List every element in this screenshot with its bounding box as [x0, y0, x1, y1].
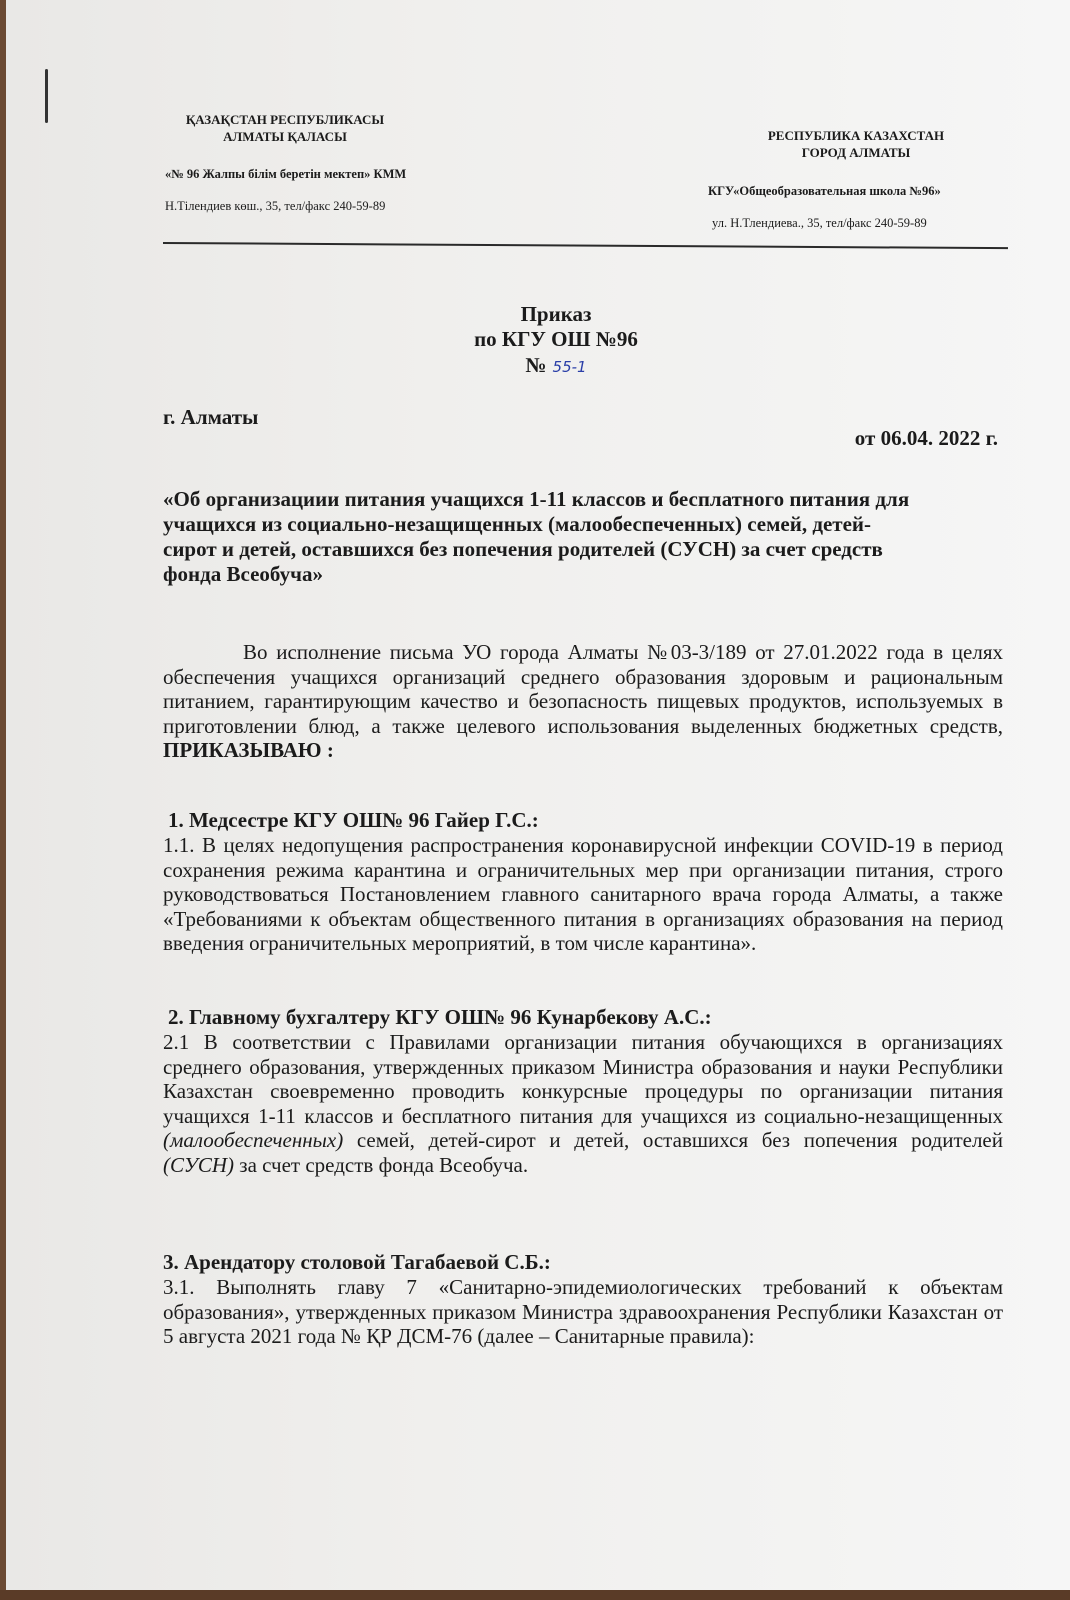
letterhead-right-city: ГОРОД АЛМАТЫ	[801, 145, 911, 160]
intro-paragraph	[163, 640, 1003, 763]
section-1-paragraph: 1.1. В целях недопущения распространения коронавирусной инфекции COVID-19 в период сохранения режима карантина и ограничительных мер при организации питания, строго руководствоваться Постановлением главного санитарного врача города Алматы, а также «Требованиями к объектам общественного питания в организациях образования на период введения ограничительных мероприятий, в том числе карантина».	[163, 833, 1003, 955]
section-2-text-a: 2.1 В соответствии с Правилами организации питания обучающихся в организациях среднего образования, утвержденных приказом Министра образования и науки Республики Казахстан своевременно проводить конкурсные процедуры по организации питания учащихся 1-11 классов и бесплатного питания для учащихся из социально-незащищенных	[163, 1030, 1003, 1128]
staple	[45, 69, 48, 123]
letterhead-right-org: КГУ«Общеобразовательная школа №96»	[708, 184, 941, 198]
letterhead-divider	[163, 242, 1008, 249]
letterhead-left-country: ҚАЗАҚСТАН РЕСПУБЛИКАСЫ	[185, 112, 385, 127]
section-2-heading: 2. Главному бухгалтеру КГУ ОШ№ 96 Кунарбекову А.С.:	[168, 1005, 712, 1029]
document-number	[406, 353, 706, 380]
section-2-text-b: семей, детей-сирот и детей, оставшихся без попечения родителей	[343, 1128, 1003, 1152]
place: г. Алматы	[163, 405, 259, 429]
document-subtitle: по КГУ ОШ №96	[474, 327, 638, 351]
number-label: №	[525, 353, 547, 377]
order-word: ПРИКАЗЫВАЮ :	[163, 738, 334, 762]
letterhead-left-address: Н.Тілендиев көш., 35, тел/факс 240-59-89	[165, 199, 386, 213]
order-subject: «Об организациии питания учащихся 1-11 классов и бесплатного питания для учащихся из социально-незащищенных (малообеспеченных) семей, детей-сирот и детей, оставшихся без попечения родителей (СУСН) за счет средств фонда Всеобуча»	[163, 487, 910, 586]
section-1-heading: 1. Медсестре КГУ ОШ№ 96 Гайер Г.С.:	[168, 808, 539, 832]
letterhead-left-org: «№ 96 Жалпы білім беретін мектеп» КММ	[165, 167, 407, 181]
handwritten-number: 55-1	[552, 358, 587, 376]
section-3-paragraph: 3.1. Выполнять главу 7 «Санитарно-эпидемиологических требований к объектам образования», утвержденных приказом Министра здравоохранения Республики Казахстан от 5 августа 2021 года № ҚР ДСМ-76 (далее – Санитарные правила):	[163, 1275, 1003, 1348]
section-2-italic-b: (СУСН)	[163, 1152, 235, 1177]
intro-text: Во исполнение письма УО города Алматы №03-3/189 от 27.01.2022 года в целях обеспечения учащихся организаций среднего образования здоровым и рациональным питанием, гарантирующим качество и безопасность пищевых продуктов, используемых в приготовлении блюд, а также целевого использования выделенных бюджетных средств,	[163, 640, 1003, 738]
section-3-heading: 3. Арендатору столовой Тагабаевой С.Б.:	[163, 1250, 551, 1274]
document-page	[6, 0, 1070, 1590]
section-2-italic-a: (малообеспеченных)	[163, 1128, 344, 1152]
letterhead-left-city: АЛМАТЫ ҚАЛАСЫ	[223, 129, 347, 144]
letterhead-right-country: РЕСПУБЛИКА КАЗАХСТАН	[767, 128, 945, 143]
date: от 06.04. 2022 г.	[854, 426, 998, 450]
document-title: Приказ	[520, 302, 592, 326]
table-surface	[0, 1590, 1070, 1600]
letterhead-right-address: ул. Н.Тлендиева., 35, тел/факс 240-59-89	[712, 216, 927, 230]
section-2-paragraph	[163, 1030, 1003, 1177]
section-2-text-c: за счет средств фонда Всеобуча.	[234, 1152, 529, 1177]
